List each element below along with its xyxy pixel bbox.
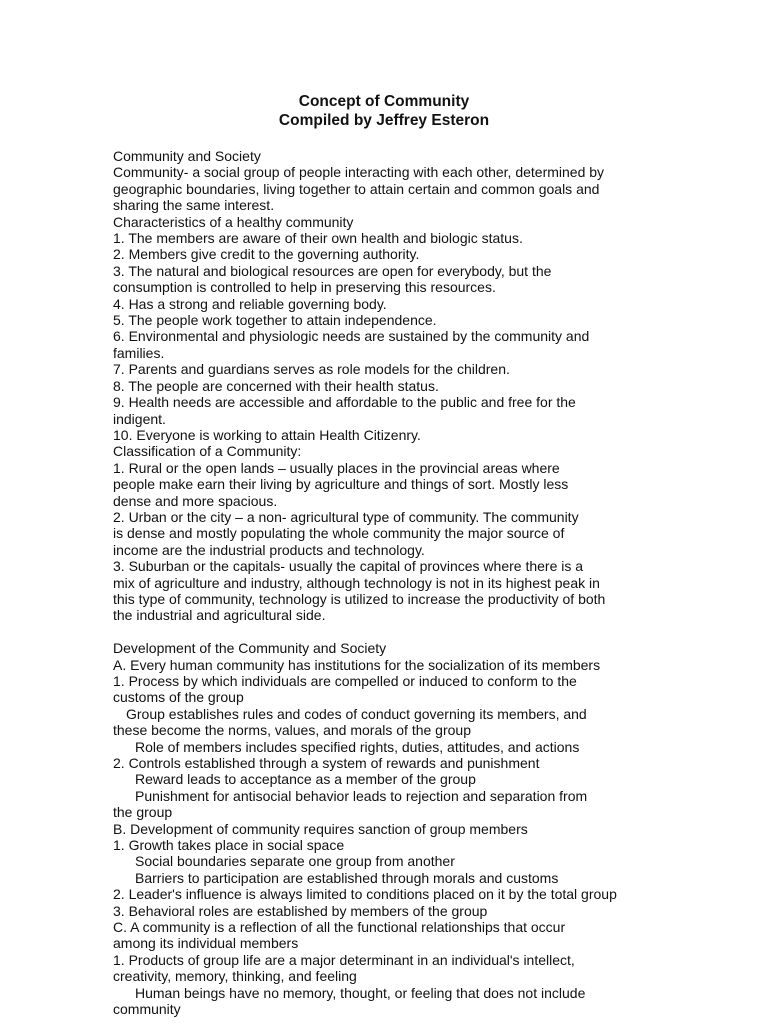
list-item: 9. Health needs are accessible and affordable to the public and free for the	[113, 394, 576, 411]
list-item: 5. The people work together to attain independence.	[113, 312, 437, 329]
list-item: 1. The members are aware of their own health and biologic status.	[113, 230, 523, 247]
list-item: 4. Has a strong and reliable governing body.	[113, 295, 387, 312]
body-line: the group	[113, 804, 173, 821]
body-line: these become the norms, values, and morals of the group	[113, 722, 471, 739]
list-item: 6. Environmental and physiologic needs are sustained by the community and	[113, 328, 590, 345]
section-heading: Classification of a Community:	[113, 443, 302, 460]
list-item: 8. The people are concerned with their health status.	[113, 377, 439, 394]
body-line: sharing the same interest.	[113, 197, 275, 214]
body-line: among its individual members	[113, 935, 299, 952]
list-item: 1. Process by which individuals are compelled or induced to conform to the	[113, 672, 577, 689]
body-line: families.	[113, 344, 165, 361]
sub-item: Human beings have no memory, thought, or feeling that does not include	[135, 984, 586, 1001]
list-item: 3. The natural and biological resources are open for everybody, but the	[113, 262, 552, 279]
sub-item: Group establishes rules and codes of conduct governing its members, and	[126, 705, 587, 722]
body-line: this type of community, technology is utilized to increase the productivity of both	[113, 590, 606, 607]
body-line: people make earn their living by agriculture and things of sort. Mostly less	[113, 476, 569, 493]
document-body	[113, 148, 673, 1018]
list-item: 2. Controls established through a system of rewards and punishment	[113, 755, 540, 772]
sub-item: Role of members includes specified rights, duties, attitudes, and actions	[135, 738, 580, 755]
body-line: the industrial and agricultural side.	[113, 607, 326, 624]
document-subtitle: Compiled by Jeffrey Esteron	[278, 112, 490, 129]
list-item: B. Development of community requires sanction of group members	[113, 820, 528, 837]
body-line: customs of the group	[113, 689, 244, 706]
section-heading: Development of the Community and Society	[113, 640, 387, 657]
list-item: 1. Growth takes place in social space	[113, 837, 345, 854]
list-item: 2. Leader's influence is always limited to conditions placed on it by the total group	[113, 886, 617, 903]
sub-item: Reward leads to acceptance as a member of the group	[135, 771, 476, 788]
body-line: community	[113, 1001, 181, 1018]
list-item: 1. Products of group life are a major determinant in an individual's intellect,	[113, 951, 575, 968]
list-item: 1. Rural or the open lands – usually places in the provincial areas where	[113, 459, 560, 476]
sub-item: Punishment for antisocial behavior leads to rejection and separation from	[135, 787, 588, 804]
body-line: mix of agriculture and industry, although technology is not in its highest peak in	[113, 574, 600, 591]
body-line: consumption is controlled to help in preserving this resources.	[113, 279, 496, 296]
blank-line	[113, 624, 673, 640]
list-item: 3. Suburban or the capitals- usually the capital of provinces where there is a	[113, 558, 584, 575]
list-item: 7. Parents and guardians serves as role models for the children.	[113, 361, 510, 378]
body-line: geographic boundaries, living together to attain certain and common goals and	[113, 180, 600, 197]
list-item: 2. Urban or the city – a non- agricultural type of community. The community	[113, 508, 579, 525]
list-item: A. Every human community has institutions for the socialization of its members	[113, 656, 601, 673]
body-line: Community- a social group of people interacting with each other, determined by	[113, 164, 605, 181]
document-title: Concept of Community	[298, 93, 470, 110]
sub-item: Social boundaries separate one group from another	[135, 853, 455, 870]
list-item: C. A community is a reflection of all the functional relationships that occur	[113, 919, 566, 936]
body-line: income are the industrial products and technology.	[113, 541, 425, 558]
body-line: indigent.	[113, 410, 166, 427]
body-line: creativity, memory, thinking, and feeling	[113, 968, 357, 985]
body-line: is dense and mostly populating the whole community the major source of	[113, 525, 565, 542]
body-line: dense and more spacious.	[113, 492, 278, 509]
list-item: 2. Members give credit to the governing authority.	[113, 246, 420, 263]
list-item: 3. Behavioral roles are established by members of the group	[113, 902, 488, 919]
section-heading: Community and Society	[113, 148, 261, 164]
list-item: 10. Everyone is working to attain Health Citizenry.	[113, 426, 421, 443]
section-heading: Characteristics of a healthy community	[113, 213, 354, 230]
sub-item: Barriers to participation are established through morals and customs	[135, 869, 559, 886]
